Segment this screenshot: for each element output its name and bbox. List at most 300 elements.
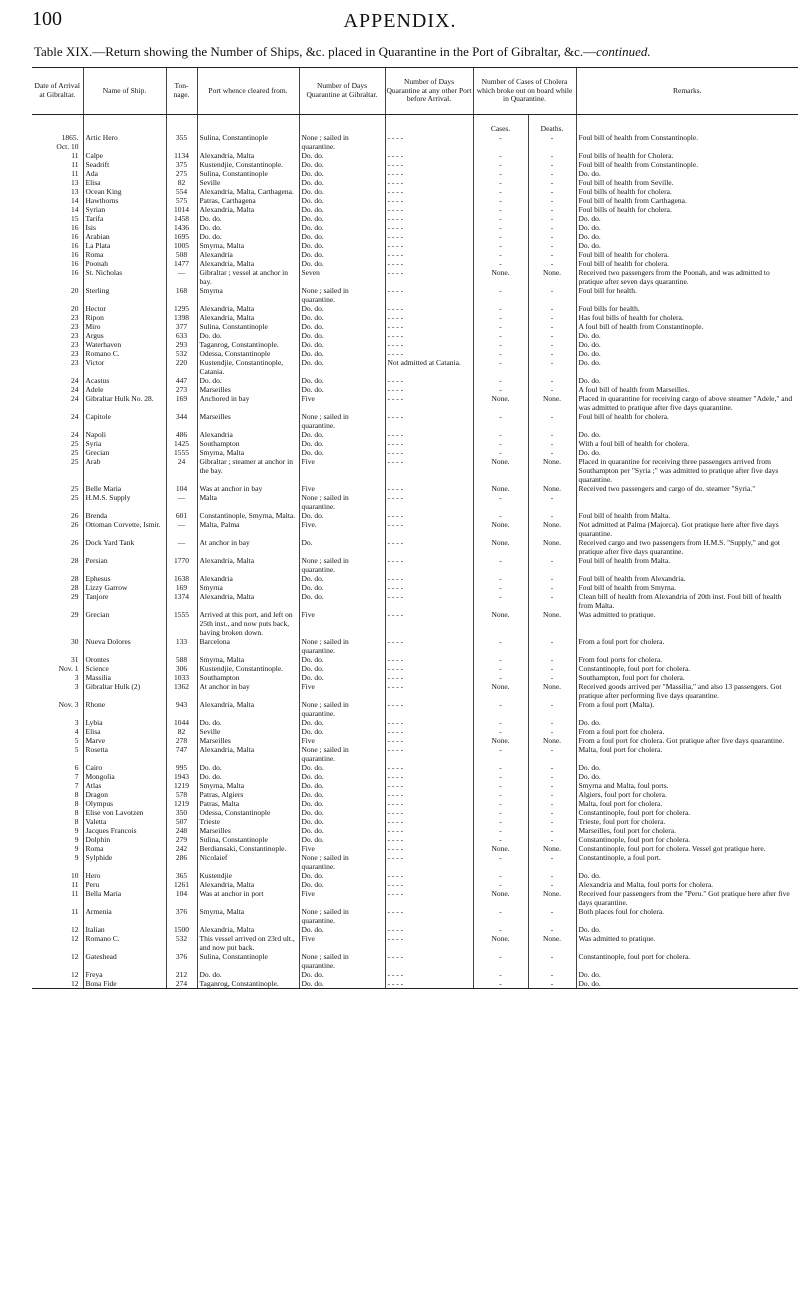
cell-date: 28 [71,574,79,583]
cell-ship: Atlas [83,781,166,790]
cell-remarks: Do. do. [576,970,798,979]
cell-days-gibraltar: Do. do. [299,439,385,448]
cell-tonnage: 575 [166,196,197,205]
cell-tonnage: 1044 [166,718,197,727]
cell-remarks: Malta, foul port for cholera. [576,745,798,763]
col-deaths: Deaths. [528,115,576,134]
cell-days-gibraltar: None ; sailed in quarantine. [299,907,385,925]
cell-ship: Orontes Science [83,655,166,673]
cell-port: Alexandria [197,430,299,439]
cell-tonnage: 212 [166,970,197,979]
cell-tonnage: — [166,538,197,556]
table-row [32,151,798,160]
cell-cases: None. [473,520,528,538]
cell-deaths: - [528,700,576,718]
cell-ship: Roma [83,844,166,853]
cell-deaths: - [528,718,576,727]
cell-days-gibraltar: Five. [299,520,385,538]
cell-date: 28 [71,556,79,565]
cell-port: Alexandria, Malta [197,880,299,889]
cell-remarks: Marseilles, foul port for cholera. [576,826,798,835]
cell-ship: Poonah [83,259,166,268]
cell-remarks: Do. do. [576,448,798,457]
cell-days-other: - - - - [385,853,473,871]
cell-tonnage: 633 [166,331,197,340]
cell-days-gibraltar: None ; sailed in quarantine. [299,556,385,574]
cell-cases: - [473,790,528,799]
cell-remarks: Do. do. [576,340,798,349]
cell-cases: - - [473,655,528,673]
cell-port: At anchor in bay [197,538,299,556]
cell-days-other: - - - - [385,259,473,268]
cell-days-other: - - - - [385,322,473,331]
cell-deaths: None. [528,538,576,556]
cell-deaths: - [528,187,576,196]
cell-tonnage: 507 [166,817,197,826]
cell-date: 25 [71,493,79,502]
cell-days-gibraltar: None ; sailed in quarantine. [299,952,385,970]
cell-remarks: Foul bills of health for cholera. [576,205,798,214]
cell-ship: Hero [83,871,166,880]
table-row [32,538,798,556]
cell-port: Gibraltar ; steamer at anchor in the bay. [197,457,299,484]
cell-days-gibraltar: Do. do. [299,349,385,358]
cell-cases: - [473,817,528,826]
table-row [32,655,798,673]
cell-cases: - [473,322,528,331]
cell-date: 3 [74,718,79,727]
cell-date: 16 [71,232,79,241]
cell-tonnage: 1458 [166,214,197,223]
cell-deaths: - [528,952,576,970]
cell-remarks: Constantinople, foul port for cholera. Vessel got pratique here. [576,844,798,853]
cell-ship: Romano C. [83,934,166,952]
cell-remarks: Do. do. [576,376,798,385]
cell-deaths: - [528,790,576,799]
cell-deaths: None. [528,682,576,700]
cell-port: Nicolaief [197,853,299,871]
cell-port: Smyrna [197,583,299,592]
cell-date: 12 [71,934,79,943]
table-row [32,385,798,394]
table-row [32,772,798,781]
cell-remarks: Foul bill of health from Constantinople. [576,160,798,169]
cell-tonnage: 1398 [166,313,197,322]
table-row [32,160,798,169]
cell-deaths: None. [528,394,576,412]
cell-days-gibraltar: Five [299,682,385,700]
cell-days-other: - - - - [385,727,473,736]
cell-days-other: - - - - [385,241,473,250]
cell-port: Smyrna, Malta Kustendjie, Constantinople. [197,655,299,673]
table-row [32,223,798,232]
cell-port: Smyrna, Malta [197,781,299,790]
cell-deaths: - [528,808,576,817]
cell-port: Odessa, Constantinople [197,349,299,358]
cell-deaths: None. [528,889,576,907]
cell-date: 13 [71,178,79,187]
table-row [32,592,798,610]
cell-deaths: - [528,286,576,304]
cell-tonnage: 1943 [166,772,197,781]
cell-tonnage: 601 [166,511,197,520]
cell-tonnage: 1638 [166,574,197,583]
cell-days-gibraltar: Do. do. [299,970,385,979]
cell-remarks: Received four passengers from the "Peru." Got pratique here after five days quarantine. [576,889,798,907]
cell-days-gibraltar: Do. do. [299,304,385,313]
cell-days-gibraltar: Do. do. [299,223,385,232]
cell-port: Odessa, Constantinople [197,808,299,817]
cell-tonnage: 508 [166,250,197,259]
cell-ship: Olympus [83,799,166,808]
cell-days-gibraltar: Do. do. [299,160,385,169]
cell-ship: Calpe [83,151,166,160]
cell-cases: - [473,187,528,196]
cell-date: 29 [71,610,79,619]
cell-port: Smyrna, Malta [197,907,299,925]
cell-ship: Nueva Dolores [83,637,166,655]
cell-cases: - [473,700,528,718]
col-cases: Cases. [473,115,528,134]
cell-date: 12 [71,970,79,979]
cell-deaths: - [528,133,576,151]
table-row [32,979,798,989]
cell-port: Alexandria, Malta [197,925,299,934]
cell-days-other: - - - - [385,178,473,187]
cell-deaths: - [528,331,576,340]
cell-ship: Lybia [83,718,166,727]
cell-port: Do. do. [197,376,299,385]
cell-tonnage: 344 [166,412,197,430]
cell-days-gibraltar: Do. do. [299,169,385,178]
cell-tonnage: 486 [166,430,197,439]
cell-days-other: - - - - [385,520,473,538]
cell-date: 16 [71,250,79,259]
cell-port: Was at anchor in port [197,889,299,907]
cell-days-other: - - - - [385,205,473,214]
cell-date: 16 [71,259,79,268]
page-number: 100 [32,8,62,30]
cell-port: Patras, Malta [197,799,299,808]
table-row [32,673,798,682]
cell-deaths: - [528,511,576,520]
cell-days-gibraltar: Do. do. [299,196,385,205]
cell-remarks: Do. do. [576,925,798,934]
cell-ship: Ottoman Corvette, Ismir. [83,520,166,538]
cell-date: 25 [71,439,79,448]
cell-deaths: - [528,259,576,268]
cell-days-other: - - - - [385,340,473,349]
cell-port: Alexandria, Malta [197,700,299,718]
cell-cases: - [473,439,528,448]
cell-deaths: - [528,385,576,394]
cell-cases: - [473,925,528,934]
cell-date: 11 [71,880,79,889]
cell-days-gibraltar: Do. do. [299,871,385,880]
cell-date: 26 [71,511,79,520]
cell-date: 3 [74,682,79,691]
cell-days-gibraltar: Five [299,484,385,493]
cell-days-other: - - - - [385,286,473,304]
cell-port: This vessel arrived on 23rd ult., and now put back. [197,934,299,952]
cell-remarks: From foul ports for cholera. Constantinople, foul port for cholera. [576,655,798,673]
cell-deaths: - [528,358,576,376]
cell-date: 23 [71,322,79,331]
cell-tonnage: 169 [166,394,197,412]
cell-tonnage: 554 [166,187,197,196]
cell-days-other: - - - - [385,583,473,592]
cell-port: Marseilles [197,826,299,835]
cell-tonnage: 24 [166,457,197,484]
cell-deaths: - [528,214,576,223]
table-row [32,781,798,790]
cell-days-other: - - - - [385,970,473,979]
table-title-main: Table XIX.—Return showing the Number of Ships, &c. placed in Quarantine in the Port of Gibraltar, &c.— [34,44,597,59]
cell-port: Alexandria [197,250,299,259]
cell-deaths: None. [528,736,576,745]
cell-tonnage: 278 [166,736,197,745]
cell-deaths: - [528,907,576,925]
cell-cases: - [473,133,528,151]
cell-tonnage: 82 [166,727,197,736]
cell-ship: Acastus [83,376,166,385]
cell-remarks: Foul bill of health from Alexandria. [576,574,798,583]
cell-port: Smyrna, Malta [197,448,299,457]
col-days-other: Number of Days Quarantine at any other Port before Arrival. [385,68,473,115]
table-row [32,304,798,313]
cell-days-other: - - - - [385,673,473,682]
cell-ship: Freya [83,970,166,979]
cell-deaths: - [528,448,576,457]
cell-tonnage: 377 [166,322,197,331]
table-row [32,817,798,826]
cell-deaths: None. [528,934,576,952]
cell-date: 16 [71,223,79,232]
cell-date: 6 [74,763,79,772]
cell-cases: - [473,673,528,682]
cell-date: 24 [71,430,79,439]
cell-days-gibraltar: Do. do. [299,511,385,520]
cell-remarks: Constantinople, a foul port. [576,853,798,871]
cell-remarks: Not admitted at Palma (Majorca). Got pratique here after five days quarantine. [576,520,798,538]
cell-remarks: Do. do. [576,232,798,241]
cell-days-other: - - - - [385,232,473,241]
cell-cases: - [473,970,528,979]
running-header: APPENDIX. [343,10,457,32]
cell-remarks: Do. do. [576,763,798,772]
cell-date: 5 [74,736,79,745]
cell-port: Sulina, Constantinople [197,835,299,844]
cell-tonnage: 273 [166,385,197,394]
cell-remarks: Foul bill of health from Constantinople. [576,133,798,151]
cell-cases: - [473,430,528,439]
table-row [32,241,798,250]
table-row [32,196,798,205]
cell-date: 10 [71,871,79,880]
cell-date: 8 [74,799,79,808]
cell-tonnage: 1477 [166,259,197,268]
cell-date: 24 [71,412,79,421]
cell-ship: Romano C. [83,349,166,358]
table-title [34,44,794,60]
cell-remarks: Do. do. [576,871,798,880]
table-row [32,727,798,736]
cell-deaths: - [528,925,576,934]
cell-tonnage: 274 [166,979,197,989]
cell-deaths: - [528,637,576,655]
cell-days-gibraltar: Do. do. [299,790,385,799]
cell-days-other: - - - - [385,844,473,853]
cell-deaths: - [528,196,576,205]
cell-remarks: Received goods arrived per "Massilia," and also 13 passengers. Got pratique after performing five days quarantine. [576,682,798,700]
cell-days-other: - - - - [385,250,473,259]
cell-deaths: - [528,232,576,241]
cell-remarks: Do. do. [576,223,798,232]
cell-date: 1865. Oct. 10 [56,133,79,151]
cell-remarks: Foul bills for health. [576,304,798,313]
cell-days-gibraltar: Do. do. [299,781,385,790]
cell-deaths: - [528,169,576,178]
table-row [32,322,798,331]
table-row [32,790,798,799]
cell-tonnage: 1362 [166,682,197,700]
cell-deaths: - [528,313,576,322]
cell-deaths: - [528,574,576,583]
cell-tonnage: 1374 [166,592,197,610]
cell-days-other: - - - - [385,160,473,169]
table-row [32,340,798,349]
cell-date: 20 [71,286,79,295]
cell-ship: Dock Yard Tank [83,538,166,556]
cell-days-other: - - - - [385,934,473,952]
cell-ship: Lizzy Garrow [83,583,166,592]
cell-days-other: - - - - [385,772,473,781]
cell-cases: - [473,808,528,817]
cell-remarks: Do. do. [576,358,798,376]
cell-cases: - [473,160,528,169]
table-row [32,718,798,727]
cell-ship: Sterling [83,286,166,304]
cell-date: 24 [71,394,79,403]
cell-days-other: - - - - [385,412,473,430]
cell-port: Smyrna, Malta [197,241,299,250]
col-remarks: Remarks. [576,68,798,115]
cell-deaths: None. [528,268,576,286]
table-row [32,457,798,484]
cell-remarks: Placed in quarantine for receiving three passengers arrived from Southampton per "Syria ;" was admitted to pratique after five days quarantine. [576,457,798,484]
cell-days-other: - - - - [385,376,473,385]
cell-tonnage: 1219 [166,781,197,790]
cell-tonnage: 220 [166,358,197,376]
cell-port: Malta, Palma [197,520,299,538]
cell-ship: Argus [83,331,166,340]
cell-days-gibraltar: Do. do. [299,835,385,844]
table-row [32,763,798,772]
cell-remarks: Trieste, foul port for cholera. [576,817,798,826]
table-row [32,637,798,655]
cell-cases: - [473,241,528,250]
cell-remarks: From a foul port (Malta). [576,700,798,718]
cell-ship: Grecian [83,448,166,457]
cell-date: 8 [74,808,79,817]
cell-tonnage: 1261 [166,880,197,889]
cell-days-gibraltar: Do. [299,538,385,556]
cell-remarks: Constantinople, foul port for cholera. [576,952,798,970]
cell-cases: None. [473,457,528,484]
cell-tonnage: 168 [166,286,197,304]
cell-port: Patras, Algiers [197,790,299,799]
cell-date: 16 [71,268,79,277]
cell-ship: Elisa [83,727,166,736]
cell-port: Taganrog, Constantinople. [197,340,299,349]
table-row [32,835,798,844]
cell-cases: None. [473,394,528,412]
cell-cases: - [473,952,528,970]
cell-ship: Syria [83,439,166,448]
cell-cases: - [473,772,528,781]
cell-remarks: Foul bill of health from Malta. [576,511,798,520]
cell-days-gibraltar: Do. do. [299,826,385,835]
table-row [32,349,798,358]
cell-tonnage: 1555 [166,610,197,637]
table-row [32,799,798,808]
cell-tonnage: 532 [166,349,197,358]
table-body [32,115,798,989]
cell-days-gibraltar: Do. do. [299,322,385,331]
cell-remarks: Received two passengers and cargo of do. steamer "Syria." [576,484,798,493]
cell-remarks: Foul bill of health from Seville. [576,178,798,187]
cell-deaths: - [528,583,576,592]
cell-port: Kustendjie, Constantinople. [197,160,299,169]
cell-deaths: - [528,250,576,259]
cell-tonnage: 1436 [166,223,197,232]
cell-deaths: - [528,178,576,187]
cell-deaths: - [528,322,576,331]
cell-days-other: - - - - [385,889,473,907]
cell-deaths: - [528,592,576,610]
cell-port: Do. do. [197,223,299,232]
cell-remarks: From a foul port for cholera. [576,637,798,655]
cell-remarks: Foul bill of health for cholera. [576,250,798,259]
cell-ship: Arabian [83,232,166,241]
cell-remarks: Foul bill of health from Carthagena. [576,196,798,205]
cell-days-other: - - - - [385,790,473,799]
cell-days-other: - - - - [385,304,473,313]
cell-date: 13 [71,187,79,196]
cell-port: Southampton [197,439,299,448]
cell-remarks: Do. do. [576,430,798,439]
cell-days-gibraltar: None ; sailed in quarantine. [299,133,385,151]
cell-ship: Arab [83,457,166,484]
cell-days-other: - - - - [385,610,473,637]
cell-date: 5 [74,745,79,754]
cell-remarks: Foul bill for health. [576,286,798,304]
cell-days-other: - - - - [385,718,473,727]
cell-days-other: - - - - [385,223,473,232]
cell-port: Smyrna [197,286,299,304]
cell-deaths: - [528,835,576,844]
cell-tonnage: 376 [166,907,197,925]
cell-deaths: - [528,763,576,772]
cell-tonnage: 1219 [166,799,197,808]
col-tonnage: Ton-nage. [166,68,197,115]
col-days-gibraltar: Number of Days Quarantine at Gibraltar. [299,68,385,115]
table-row [32,412,798,430]
table-title-continued: continued. [596,44,651,59]
cell-date: 23 [71,331,79,340]
cell-ship: Marve [83,736,166,745]
cell-ship: Jacques Francois [83,826,166,835]
